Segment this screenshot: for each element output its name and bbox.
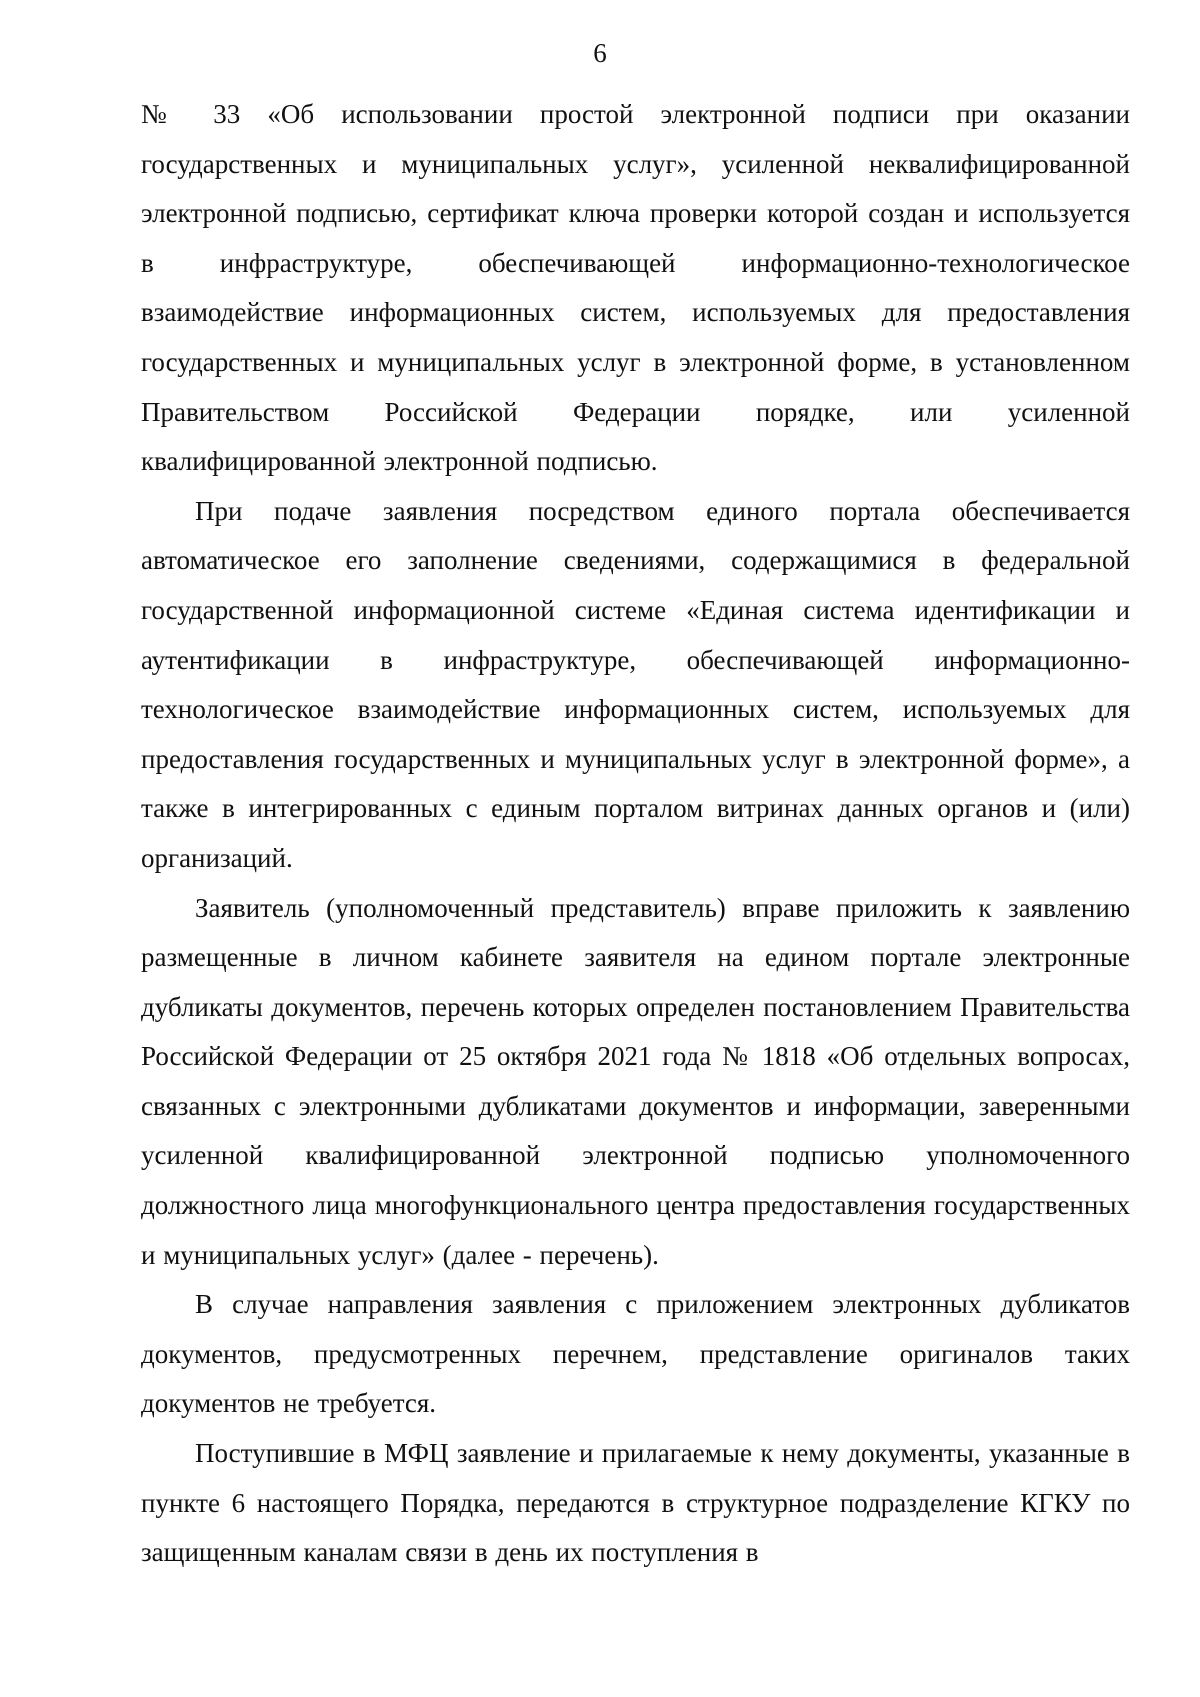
paragraph-mfc-transfer: Поступившие в МФЦ заявление и прилагаемые к нему документы, указанные в пункте 6 настоящего Порядка, передаются в структурное подразделение КГКУ по защищенным каналам связи в день их поступления в [141, 1438, 1130, 1568]
page-number: 6 [593, 38, 607, 68]
paragraph-electronic-duplicates: Заявитель (уполномоченный представитель) вправе приложить к заявлению размещенные в личном кабинете заявителя на едином портале электронные дубликаты документов, перечень которых определен постановлением Правительства Российской Федерации от 25 октября 2021 года № 1818 «Об отдельных вопросах, связанных с электронными дубликатами документов и информации, заверенными усиленной квалифицированной электронной подписью уполномоченного должностного лица многофункционального центра предоставления государственных и муниципальных услуг» (далее - перечень). [141, 892, 1130, 1270]
paragraph-electronic-signature: № 33 «Об использовании простой электронной подписи при оказании государственных и муниципальных услуг», усиленной неквалифицированной электронной подписью, сертификат ключа проверки которой создан и используется в инфраструктуре, обеспечивающей информационно-технологическое взаимодействие информационных систем, используемых для предоставления государственных и муниципальных услуг в электронной форме, в установленном Правительством Российской Федерации порядке, или усиленной квалифицированной электронной подписью. [141, 99, 1130, 477]
document-body [141, 90, 1130, 1578]
paragraph-single-portal-autofill: При подаче заявления посредством единого портала обеспечивается автоматическое его заполнение сведениями, содержащимися в федеральной государственной информационной системе «Единая система идентификации и аутентификации в инфраструктуре, обеспечивающей информационно-технологическое взаимодействие информационных систем, используемых для предоставления государственных и муниципальных услуг в электронной форме», а также в интегрированных с единым порталом витринах данных органов и (или) организаций. [141, 495, 1130, 873]
paragraph-originals-not-required: В случае направления заявления с приложением электронных дубликатов документов, предусмотренных перечнем, представление оригиналов таких документов не требуется. [141, 1289, 1130, 1419]
